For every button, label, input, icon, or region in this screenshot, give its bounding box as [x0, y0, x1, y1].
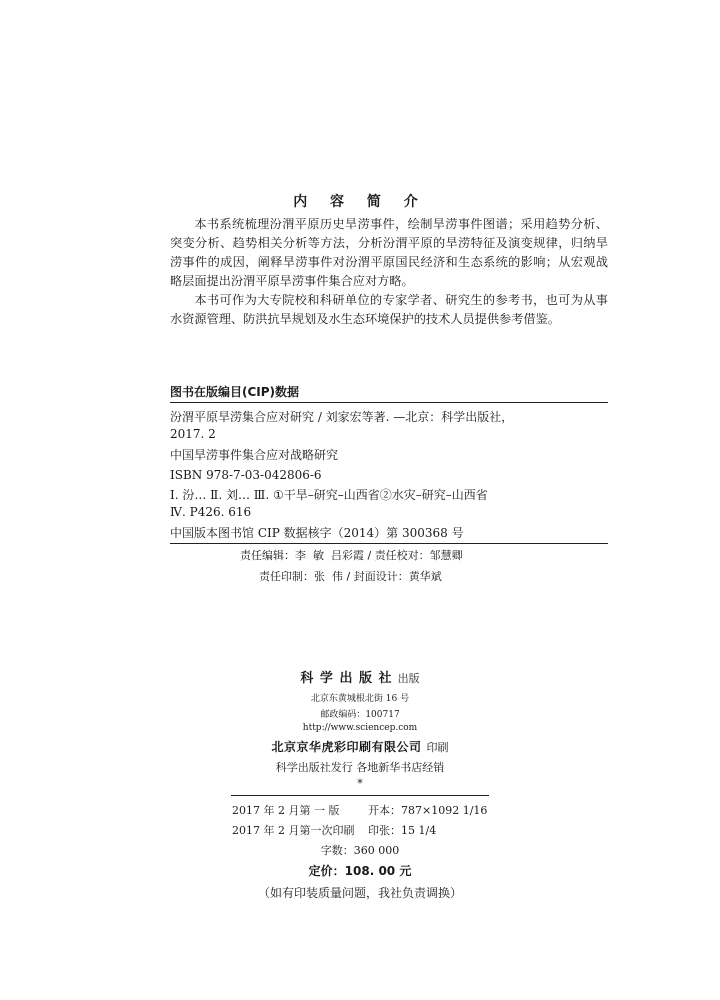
- cip-number: 中国版本图书馆 CIP 数据核字（2014）第 300368 号: [170, 525, 464, 540]
- publisher-action: 出版: [397, 672, 420, 685]
- cip-bottom-rule: [170, 543, 608, 544]
- publisher-postcode: 邮政编码：100717: [320, 710, 400, 720]
- cip-title-line: 汾渭平原旱涝集合应对研究 / 刘家宏等著. —北京：科学出版社，: [170, 410, 514, 424]
- production-credits: 责任印制：张 伟 / 封面设计：黄华斌: [259, 570, 442, 583]
- cip-block: [170, 408, 608, 542]
- star-separator: *: [357, 777, 363, 790]
- cip-classification: Ⅰ. 汾… Ⅱ. 刘… Ⅲ. ①干旱–研究–山西省②水灾–研究–山西省: [170, 488, 488, 503]
- cip-top-rule: [170, 402, 608, 403]
- publisher-name: 科 学 出 版 社: [300, 671, 393, 686]
- synopsis-title: 内 容 简 介: [293, 194, 427, 210]
- synopsis-paragraph: 本书可作为大专院校和科研单位的专家学者、研究生的参考书，也可为从事水资源管理、防洪抗旱规划及水生态环境保护的技术人员提供参考借鉴。: [170, 293, 608, 326]
- printing: 2017 年 2 月第一次印刷: [232, 824, 355, 837]
- word-count: 字数：360 000: [320, 844, 400, 857]
- publisher-address: 北京东黄城根北街 16 号: [310, 694, 410, 704]
- quality-note: （如有印装质量问题，我社负责调换）: [257, 886, 462, 900]
- price: 定价：108. 00 元: [308, 864, 412, 878]
- format: 开本：787×1092 1/16: [368, 804, 488, 817]
- publisher-block: [0, 667, 720, 901]
- editor-credits: 责任编辑：李 敏 吕彩霞 / 责任校对：邹慧卿: [240, 549, 463, 562]
- printing-row: [0, 822, 720, 838]
- synopsis-body: [170, 215, 608, 329]
- edition-row: [0, 802, 720, 818]
- sheets: 印张：15 1/4: [368, 824, 437, 837]
- printer-name: 北京京华虎彩印刷有限公司: [271, 740, 422, 754]
- cip-subject: 中国旱涝事件集合应对战略研究: [170, 447, 339, 462]
- edition: 2017 年 2 月第 一 版: [232, 804, 340, 817]
- cip-classification: Ⅳ. P426. 616: [170, 505, 252, 520]
- printer-action: 印刷: [426, 741, 449, 754]
- publisher-website: http://www.sciencep.com: [302, 723, 418, 733]
- distribution-line: 科学出版社发行 各地新华书店经销: [275, 761, 445, 774]
- cip-heading: 图书在版编目(CIP)数据: [170, 385, 300, 399]
- cip-title-line: 2017. 2: [170, 427, 216, 442]
- synopsis-paragraph: 本书系统梳理汾渭平原历史旱涝事件，绘制旱涝事件图谱；采用趋势分析、突变分析、趋势相关分析等方法，分析汾渭平原的旱涝特征及演变规律，归纳旱涝事件的成因，阐释旱涝事件对汾渭平原国民经济和生态系统的影响；从宏观战略层面提出汾渭平原旱涝事件集合应对方略。: [170, 217, 608, 288]
- cip-isbn: ISBN 978-7-03-042806-6: [170, 467, 322, 482]
- publisher-rule: [231, 795, 489, 796]
